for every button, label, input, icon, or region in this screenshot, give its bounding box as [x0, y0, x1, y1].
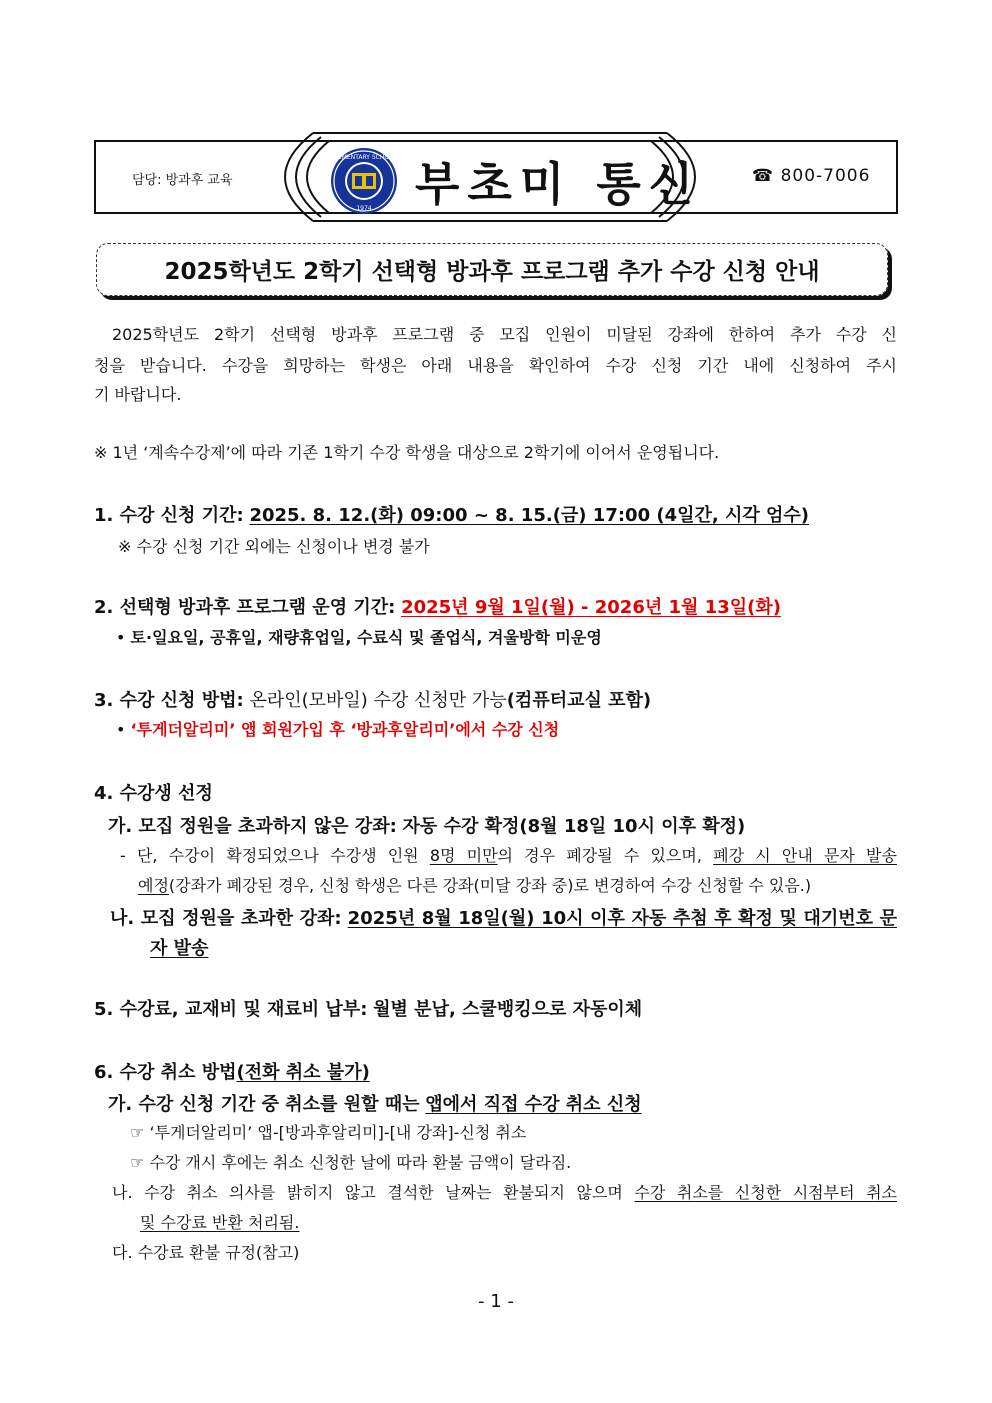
- emblem-year: 1974: [356, 205, 372, 212]
- phone-icon: ☎: [752, 166, 775, 186]
- intro-line-3: 기 바랍니다.: [94, 385, 182, 404]
- section-6: [94, 1058, 370, 1084]
- section-6-label-u: (전화 취소 불가): [236, 1062, 370, 1083]
- pointing-hand-icon: ☞: [130, 1123, 145, 1142]
- bullet-icon: •: [116, 720, 126, 739]
- section-3-value-a: 온라인(모바일) 수강 신청만 가능: [249, 690, 507, 711]
- section-6-sub-2-text: 수강 개시 후에는 취소 신청한 날에 따라 환불 금액이 달라짐.: [149, 1153, 572, 1172]
- section-3-value-b: (컴퓨터교실 포함): [506, 690, 652, 711]
- intro-note: ※ 1년 ‘계속수강제’에 따라 기존 1학기 수강 학생을 대상으로 2학기에 이어서 운영됩니다.: [94, 443, 720, 462]
- section-3: [94, 686, 651, 712]
- section-4-ga-rest: (강좌가 폐강된 경우, 신청 학생은 다른 강좌(미달 강좌 중)로 변경하여 수강 신청할 수 있음.): [168, 876, 812, 895]
- section-4-ga-dash: - 단, 수강이 확정되었으나 수강생 인원: [120, 846, 419, 865]
- intro-line-1-text: 2025학년도 2학기 선택형 방과후 프로그램 중 모집 인원이 미달된 강좌에 한하여 추가 수강 신: [112, 325, 897, 344]
- emblem-text: ELEMENTARY SCHOOL: [330, 154, 398, 161]
- section-3-note-text: ‘투게더알리미’ 앱 회원가입 후 ‘방과후알리미’에서 수강 신청: [130, 720, 560, 739]
- section-5-value: 월별 분납, 스쿨뱅킹으로 자동이체: [373, 999, 643, 1020]
- section-6-sub-2: [130, 1150, 571, 1173]
- section-4-na-label: 나. 모집 정원을 초과한 강좌:: [110, 908, 342, 929]
- school-emblem-icon: [330, 147, 398, 215]
- section-3-note: [116, 717, 559, 740]
- section-4-na: [110, 904, 897, 930]
- section-6-sub-1-text: ‘투게더알리미’ 앱-[방과후알리미]-[내 강좌]-신청 취소: [149, 1123, 527, 1142]
- section-4-ga-u3: 예정: [138, 876, 169, 895]
- section-6-na: [112, 1180, 897, 1203]
- section-6-da: 다. 수강료 환불 규정(참고): [112, 1243, 300, 1262]
- intro-line-2: 청을 받습니다. 수강을 희망하는 학생은 아래 내용을 확인하여 수강 신청 기간 내에 신청하여 주시: [94, 356, 897, 375]
- section-5-label: 5. 수강료, 교재비 및 재료비 납부:: [94, 999, 368, 1020]
- section-6-na-u1: 수강 취소를 신청한 시점부터 취소: [634, 1183, 897, 1202]
- section-6-na-u2: 및 수강료 반환 처리됨.: [140, 1213, 300, 1232]
- section-4-ga-mid: 의 경우 폐강될 수 있으며,: [497, 846, 702, 865]
- page-number: - 1 -: [478, 1291, 514, 1312]
- section-2-label: 2. 선택형 방과후 프로그램 운영 기간:: [94, 597, 396, 618]
- section-2-note-text: 토·일요일, 공휴일, 재량휴업일, 수료식 및 졸업식, 겨울방학 미운영: [130, 628, 602, 647]
- contact-label: 담당: 방과후 교육: [132, 173, 233, 188]
- section-1-label: 1. 수강 신청 기간:: [94, 505, 244, 526]
- section-6-ga-u: 앱에서 직접 수강 취소 신청: [425, 1094, 642, 1115]
- section-4-ga-u2: 폐강 시 안내 문자 발송: [713, 846, 897, 865]
- newsletter-title: 부초미 통신: [415, 157, 702, 211]
- section-1-note: ※ 수강 신청 기간 외에는 신청이나 변경 불가: [118, 537, 430, 556]
- section-4-ga-label: 가. 모집 정원을 초과하지 않은 강좌:: [108, 816, 397, 837]
- section-1-value: 2025. 8. 12.(화) 09:00 ~ 8. 15.(금) 17:00 (4일간, 시각 엄수): [249, 505, 810, 526]
- section-4-ga-value: 자동 수강 확정(8월 18일 10시 이후 확정): [402, 816, 746, 837]
- section-4-na-value-2: 자 발송: [150, 938, 209, 959]
- section-6-na-text: 나. 수강 취소 의사를 밝히지 않고 결석한 날짜는 환불되지 않으며: [112, 1183, 623, 1202]
- section-4-ga-detail-2: [138, 873, 811, 896]
- section-5: [94, 995, 642, 1021]
- intro-line-1: [94, 322, 897, 345]
- section-4-na-value: 2025년 8월 18일(월) 10시 이후 자동 추첨 후 확정 및 대기번호 문: [347, 908, 897, 929]
- section-6-ga: [108, 1090, 642, 1116]
- notice-title: 2025학년도 2학기 선택형 방과후 프로그램 추가 수강 신청 안내: [96, 243, 888, 296]
- section-2-note: [116, 625, 602, 648]
- section-2-value: 2025년 9월 1일(월) - 2026년 1월 13일(화): [401, 597, 781, 618]
- section-4-ga-detail: [120, 843, 897, 866]
- section-3-label: 3. 수강 신청 방법:: [94, 690, 244, 711]
- section-4-ga-u1: 8명 미만: [429, 846, 498, 865]
- phone-contact: [752, 166, 870, 186]
- phone-number: 800-7006: [780, 166, 871, 186]
- section-4-ga: [108, 812, 745, 838]
- section-4-label: 4. 수강생 선정: [94, 783, 213, 804]
- pointing-hand-icon: ☞: [130, 1153, 145, 1172]
- section-1: [94, 501, 809, 527]
- section-6-sub-1: [130, 1120, 526, 1143]
- section-2: [94, 593, 781, 619]
- bullet-icon: •: [116, 628, 126, 647]
- section-6-label: 6. 수강 취소 방법: [94, 1062, 237, 1083]
- section-6-ga-text: 가. 수강 신청 기간 중 취소를 원할 때는: [108, 1094, 420, 1115]
